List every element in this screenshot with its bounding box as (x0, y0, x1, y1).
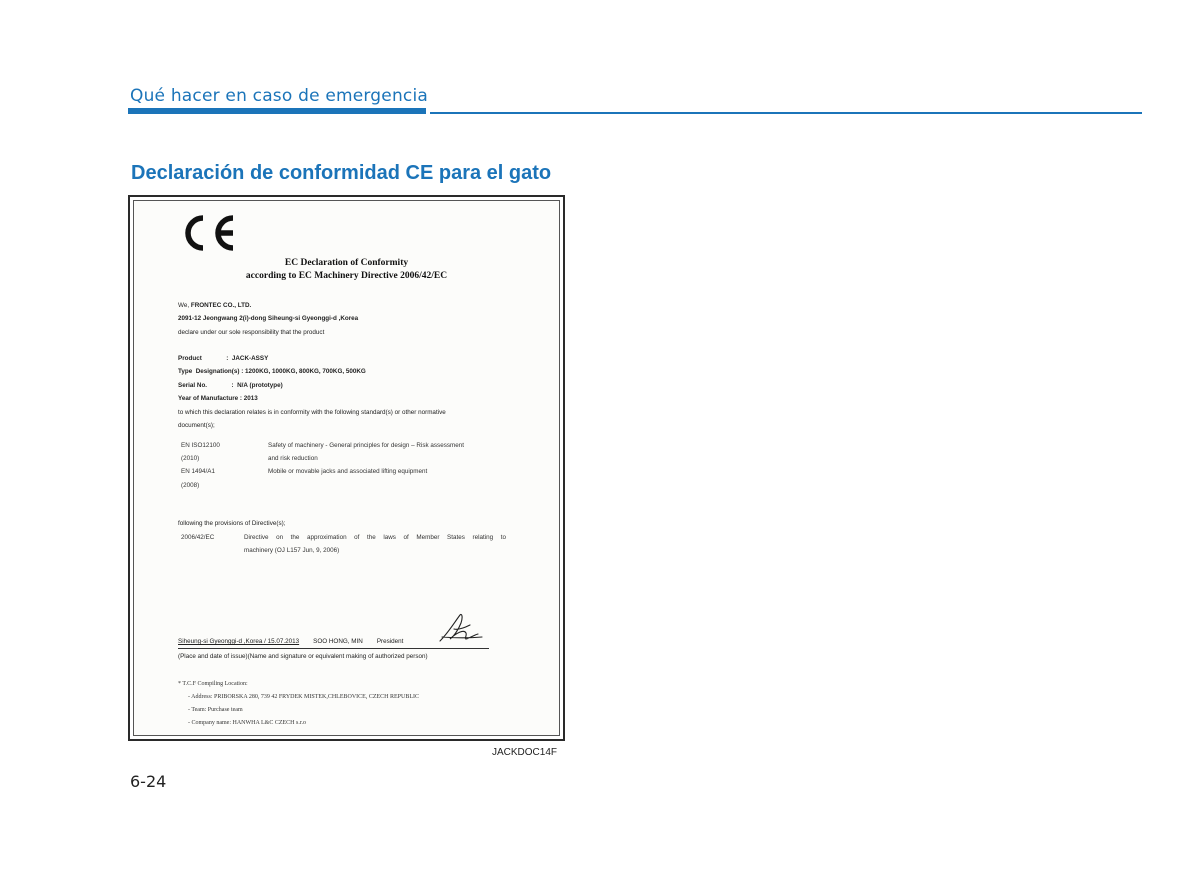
standard-description: Mobile or movable jacks and associated lifting equipment (268, 468, 428, 475)
certificate-image (128, 195, 565, 741)
directive-text-line2: machinery (OJ L157 Jun, 9, 2006) (244, 547, 340, 555)
tcf-address: - Address: PRIBORSKA 280, 739 42 FRYDEK MISTEK,CHLEBOVICE, CZECH REPUBLIC (188, 694, 420, 700)
page-number: 6-24 (130, 772, 167, 791)
serial-line: Serial No. : N/A (prototype) (178, 381, 283, 389)
section-title: Qué hacer en caso de emergencia (130, 86, 429, 106)
signature-place-date: Siheung-si Gyeonggi-d ,Korea / 15.07.2013 (178, 638, 300, 645)
standard-description: Safety of machinery - General principles for design – Risk assessment (268, 442, 464, 449)
certificate-title-line1: EC Declaration of Conformity (284, 258, 409, 268)
conformity-line1: to which this declaration relates is in conformity with the following standard(s) or other normative (178, 408, 446, 416)
directive-text (244, 531, 506, 558)
directive-code: 2006/42/EC (181, 534, 215, 541)
signature-name: SOO HONG, MIN (313, 638, 363, 645)
tcf-company: - Company name: HANWHA L&C CZECH s.r.o (188, 720, 306, 726)
type-designation-line: Type Designation(s) : 1200KG, 1000KG, 800KG, 700KG, 500KG (178, 368, 366, 376)
tcf-team: - Team: Purchase team (188, 707, 243, 713)
standard-code: EN 1494/A1 (181, 468, 215, 475)
product-block (178, 352, 548, 432)
product-line: Product : JACK-ASSY (178, 355, 269, 362)
directive-text-line1: Directive on the approximation of the laws of Member States relating to (244, 534, 506, 541)
manufacturer-line (178, 299, 548, 312)
tcf-title: * T.C.F Compiling Location: (178, 681, 248, 687)
certificate-sheet (133, 200, 560, 736)
standard-description: and risk reduction (268, 455, 318, 462)
handwritten-signature (436, 611, 484, 647)
company-name: FRONTEC CO., LTD. (190, 302, 252, 309)
certificate-title (134, 257, 559, 283)
standard-code: (2008) (181, 482, 200, 489)
certificate-title-line2: according to EC Machinery Directive 2006/42/EC (245, 271, 448, 281)
standard-code: EN ISO12100 (181, 442, 220, 449)
declare-line: declare under our sole responsibility that the product (178, 328, 325, 336)
provisions-line: following the provisions of Directive(s); (178, 520, 286, 527)
tcf-block (178, 678, 419, 730)
header-rule-thick (128, 108, 426, 114)
figure-code: JACKDOC14F (492, 747, 558, 758)
signature-line-text (178, 638, 417, 645)
page-heading: Declaración de conformidad CE para el gato (131, 162, 552, 184)
year-line: Year of Manufacture : 2013 (178, 395, 258, 403)
signature-title: President (376, 638, 404, 645)
company-address: 2091-12 Jeongwang 2(i)-dong Siheung-si Gyeonggi-d ,Korea (178, 315, 359, 323)
signature-caption: (Place and date of issue)(Name and signature or equivalent making of authorized person) (178, 653, 428, 660)
we-prefix: We, (178, 302, 191, 309)
ce-mark-logo (179, 213, 241, 253)
standard-code: (2010) (181, 455, 200, 462)
header-rule-thin (430, 112, 1142, 114)
conformity-line2: document(s); (178, 422, 215, 430)
signature-line (178, 648, 489, 649)
manufacturer-block (178, 299, 548, 339)
